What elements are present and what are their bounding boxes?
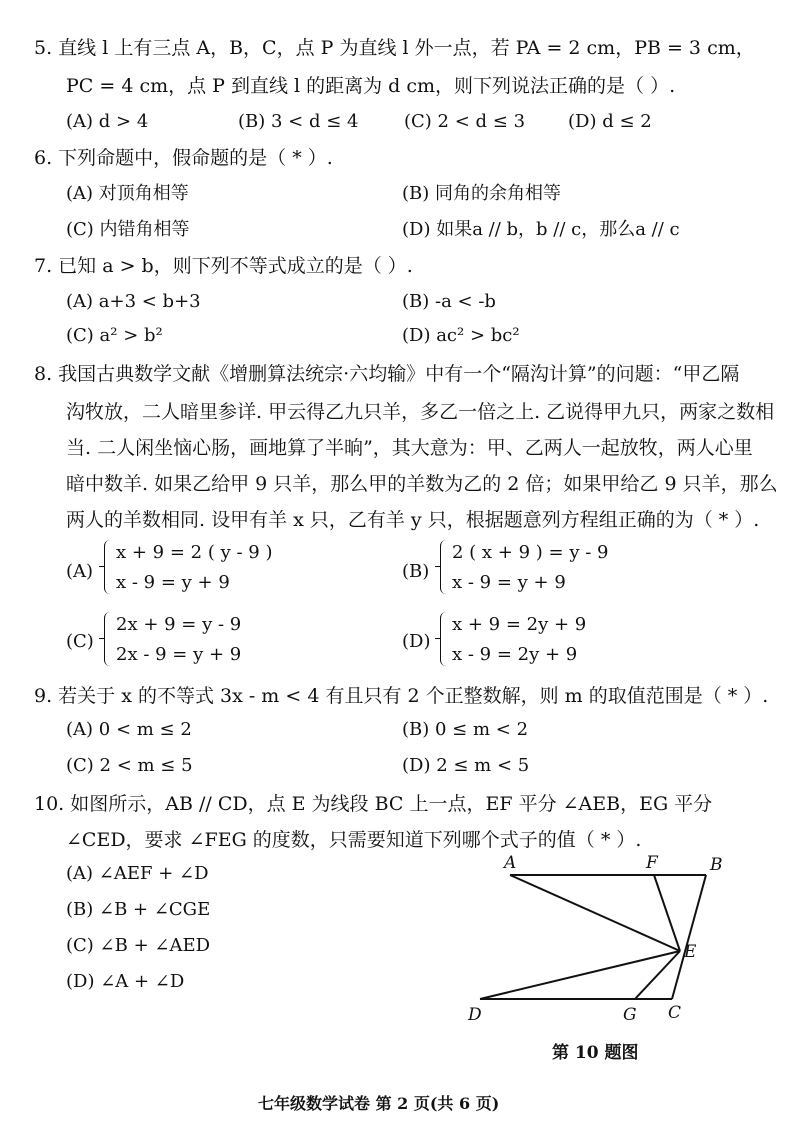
- segment-de: [480, 951, 680, 999]
- q9-option-b: (B) 0 ≤ m < 2: [402, 719, 529, 740]
- q8-option-b-eq1: 2 ( x + 9 ) = y - 9: [452, 542, 609, 563]
- q8-option-d-label: (D): [402, 631, 431, 652]
- q9-option-d: (D) 2 ≤ m < 5: [402, 755, 530, 776]
- q8-option-b-eq2: x - 9 = y + 9: [452, 572, 566, 593]
- q7-option-c: (C) a² > b²: [66, 325, 163, 346]
- q8-option-c-eq2: 2x - 9 = y + 9: [116, 644, 242, 665]
- q8-option-a-system: [104, 540, 344, 596]
- q6-option-d: (D) 如果a // b，b // c，那么a // c: [402, 219, 680, 240]
- q10-stem-line1: 10. 如图所示，AB // CD，点 E 为线段 BC 上一点，EF 平分 ∠AEB，EG 平分: [34, 793, 713, 815]
- q10-option-b: (B) ∠B + ∠CGE: [66, 899, 211, 920]
- q8-option-d-eq1: x + 9 = 2y + 9: [452, 614, 587, 635]
- q5-option-d: (D) d ≤ 2: [568, 111, 652, 132]
- q8-stem-line4: 暗中数羊. 如果乙给甲 9 只羊，那么甲的羊数为乙的 2 倍；如果甲给乙 9 只羊，那么: [66, 473, 778, 495]
- q5-option-c: (C) 2 < d ≤ 3: [404, 111, 526, 132]
- label-g: G: [623, 1005, 637, 1025]
- segment-fe: [654, 875, 680, 951]
- q8-option-a-eq2: x - 9 = y + 9: [116, 572, 230, 593]
- brace-icon: [104, 540, 113, 594]
- q7-option-d: (D) ac² > bc²: [402, 325, 520, 346]
- q7-stem: 7. 已知 a > b，则下列不等式成立的是（ ）.: [34, 255, 413, 277]
- q8-option-c-label: (C): [66, 631, 94, 652]
- q8-option-b-system: [440, 540, 680, 596]
- brace-icon: [104, 612, 113, 666]
- brace-icon: [440, 540, 449, 594]
- q5-stem-line1: 5. 直线 l 上有三点 A，B，C，点 P 为直线 l 外一点，若 PA = 2 cm，PB = 3 cm，: [34, 37, 755, 59]
- q7-option-a: (A) a+3 < b+3: [66, 291, 201, 312]
- label-d: D: [468, 1005, 482, 1025]
- q8-option-b-label: (B): [402, 561, 430, 582]
- q8-stem-line3: 当. 二人闲坐恼心肠，画地算了半晌”，其大意为：甲、乙两人一起放牧，两人心里: [66, 437, 753, 459]
- q8-option-a-label: (A): [66, 561, 94, 582]
- q8-stem-line1: 8. 我国古典数学文献《增删算法统宗·六均输》中有一个“隔沟计算”的问题：“甲乙隔: [34, 363, 740, 385]
- q6-stem: 6. 下列命题中，假命题的是（ * ）.: [34, 147, 333, 169]
- q8-option-d-eq2: x - 9 = 2y + 9: [452, 644, 578, 665]
- q9-stem: 9. 若关于 x 的不等式 3x - m < 4 有且只有 2 个正整数解，则 m 的取值范围是（ * ）.: [34, 685, 769, 707]
- q7-option-b: (B) -a < -b: [402, 291, 496, 312]
- q6-option-c: (C) 内错角相等: [66, 219, 190, 240]
- figure-caption: 第 10 题图: [552, 1043, 639, 1063]
- q5-option-b: (B) 3 < d ≤ 4: [238, 111, 359, 132]
- label-f: F: [646, 853, 658, 873]
- q8-option-c-eq1: 2x + 9 = y - 9: [116, 614, 242, 635]
- q8-stem-line5: 两人的羊数相同. 设甲有羊 x 只，乙有羊 y 只，根据题意列方程组正确的为（ * ）.: [66, 509, 760, 531]
- q9-option-a: (A) 0 < m ≤ 2: [66, 719, 192, 740]
- q8-stem-line2: 沟牧放，二人暗里参详. 甲云得乙九只羊，多乙一倍之上. 乙说得甲九只，两家之数相: [66, 401, 775, 423]
- q9-option-c: (C) 2 < m ≤ 5: [66, 755, 193, 776]
- segment-bc: [672, 875, 706, 999]
- brace-icon: [440, 612, 449, 666]
- q10-stem-line2: ∠CED，要求 ∠FEG 的度数，只需要知道下列哪个式子的值（ * ）.: [66, 829, 642, 851]
- q10-option-d: (D) ∠A + ∠D: [66, 971, 185, 992]
- label-a: A: [504, 853, 517, 873]
- q8-option-d-system: [440, 612, 680, 668]
- page-footer: 七年级数学试卷 第 2 页(共 6 页): [258, 1094, 500, 1113]
- q8-option-c-system: [104, 612, 344, 668]
- q8-option-a-eq1: x + 9 = 2 ( y - 9 ): [116, 542, 273, 563]
- q10-option-a: (A) ∠AEF + ∠D: [66, 863, 209, 884]
- q6-option-b: (B) 同角的余角相等: [402, 183, 561, 204]
- q10-option-c: (C) ∠B + ∠AED: [66, 935, 211, 956]
- label-e: E: [684, 942, 697, 962]
- label-b: B: [710, 855, 723, 875]
- q6-option-a: (A) 对顶角相等: [66, 183, 189, 204]
- label-c: C: [668, 1003, 682, 1023]
- q5-stem-line2: PC = 4 cm，点 P 到直线 l 的距离为 d cm，则下列说法正确的是（ ）.: [66, 75, 676, 97]
- q10-geometry-figure: [460, 848, 750, 1028]
- segment-ae: [510, 875, 680, 951]
- q5-option-a: (A) d > 4: [66, 111, 149, 132]
